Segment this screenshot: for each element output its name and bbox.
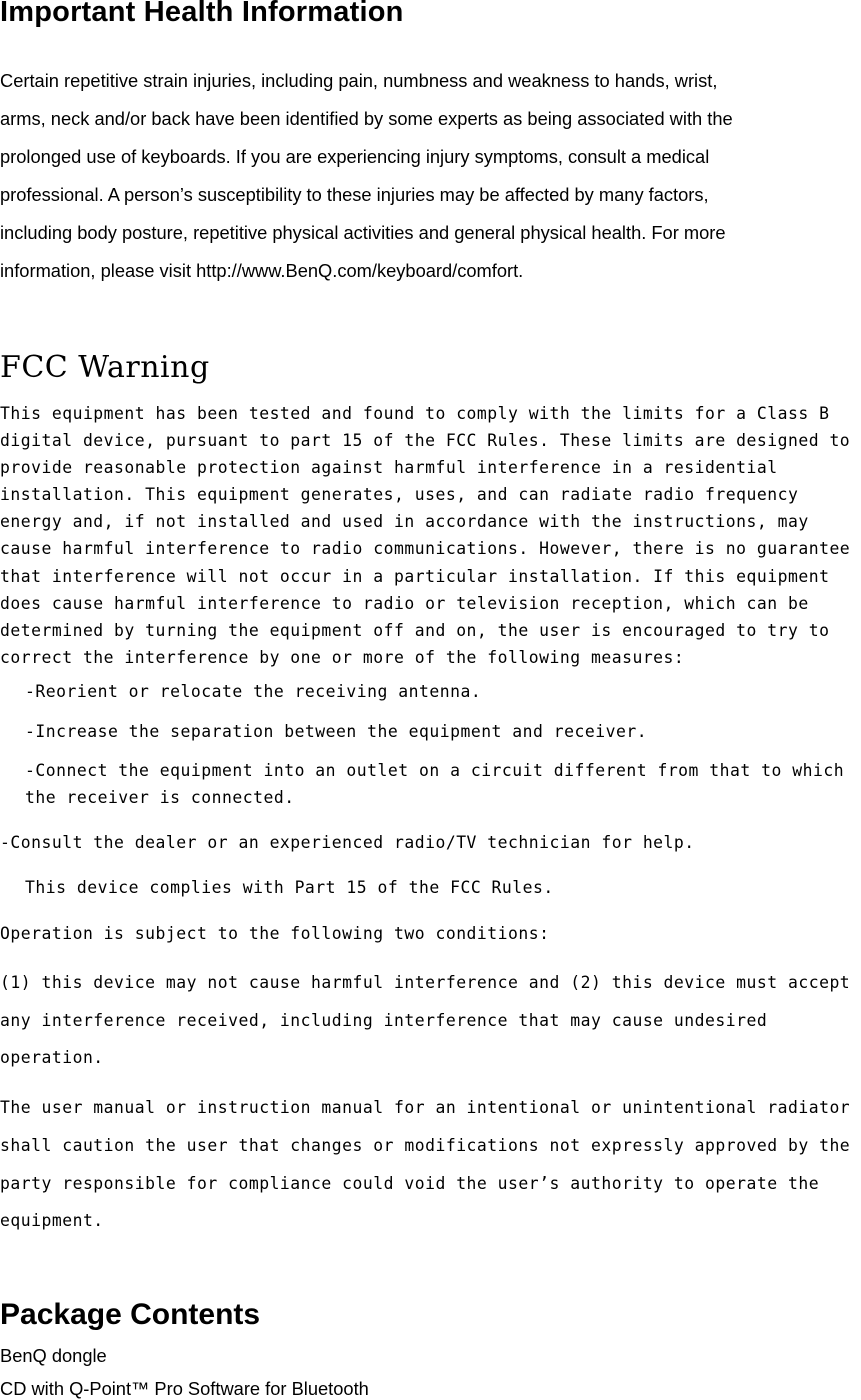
package-item: BenQ dongle — [0, 1345, 107, 1366]
fcc-line: installation. This equipment generates, uses, and can radiate radio frequency — [0, 485, 799, 505]
health-line: including body posture, repetitive physical activities and general physical health. For more — [0, 222, 726, 243]
manual-line: party responsible for compliance could void the user’s authority to operate the — [0, 1174, 820, 1193]
manual-line: equipment. — [0, 1211, 104, 1230]
fcc-paragraph — [0, 400, 850, 671]
fcc-line: energy and, if not installed and used in accordance with the instructions, may — [0, 512, 809, 532]
manual-line: The user manual or instruction manual for an intentional or unintentional radiator — [0, 1098, 851, 1117]
measure-item: -Connect the equipment into an outlet on a circuit different from that to which — [25, 761, 845, 780]
health-line: arms, neck and/or back have been identified by some experts as being associated with the — [0, 108, 733, 129]
fcc-line: correct the interference by one or more of the following measures: — [0, 647, 685, 667]
operation-line: Operation is subject to the following two conditions: — [0, 924, 550, 943]
health-section-title: Important Health Information — [0, 0, 404, 28]
fcc-line: cause harmful interference to radio communications. However, there is no guarantee — [0, 539, 851, 559]
consult-line: -Consult the dealer or an experienced radio/TV technician for help. — [0, 833, 695, 852]
fcc-line: determined by turning the equipment off and on, the user is encouraged to try to — [0, 620, 830, 640]
conditions-line: (1) this device may not cause harmful interference and (2) this device must accept — [0, 973, 851, 992]
health-line: professional. A person’s susceptibility to these injuries may be affected by many factors, — [0, 184, 709, 205]
fcc-line: provide reasonable protection against harmful interference in a residential — [0, 458, 778, 478]
health-line: information, please visit http://www.BenQ.com/keyboard/comfort. — [0, 260, 524, 281]
complies-line: This device complies with Part 15 of the FCC Rules. — [25, 878, 554, 897]
fcc-line: that interference will not occur in a particular installation. If this equipment — [0, 566, 830, 586]
measure-item-continued: the receiver is connected. — [25, 788, 295, 807]
conditions-line: operation. — [0, 1048, 104, 1067]
manual-line: shall caution the user that changes or modifications not expressly approved by the — [0, 1136, 851, 1155]
measure-item: -Reorient or relocate the receiving antenna. — [25, 682, 482, 701]
fcc-line: This equipment has been tested and found to comply with the limits for a Class B — [0, 404, 830, 423]
package-section-title: Package Contents — [0, 1298, 261, 1331]
health-paragraph — [0, 62, 733, 290]
fcc-line: does cause harmful interference to radio or television reception, which can be — [0, 593, 809, 613]
health-line: prolonged use of keyboards. If you are experiencing injury symptoms, consult a medical — [0, 146, 710, 167]
fcc-line: digital device, pursuant to part 15 of the FCC Rules. These limits are designed to — [0, 431, 851, 451]
measure-item: -Increase the separation between the equipment and receiver. — [25, 722, 648, 741]
package-item: CD with Q-Point™ Pro Software for Bluetooth — [0, 1378, 369, 1399]
fcc-section-title: FCC Warning — [0, 350, 210, 385]
conditions-line: any interference received, including interference that may cause undesired — [0, 1011, 768, 1030]
health-line: Certain repetitive strain injuries, including pain, numbness and weakness to hands, wrist, — [0, 70, 718, 91]
